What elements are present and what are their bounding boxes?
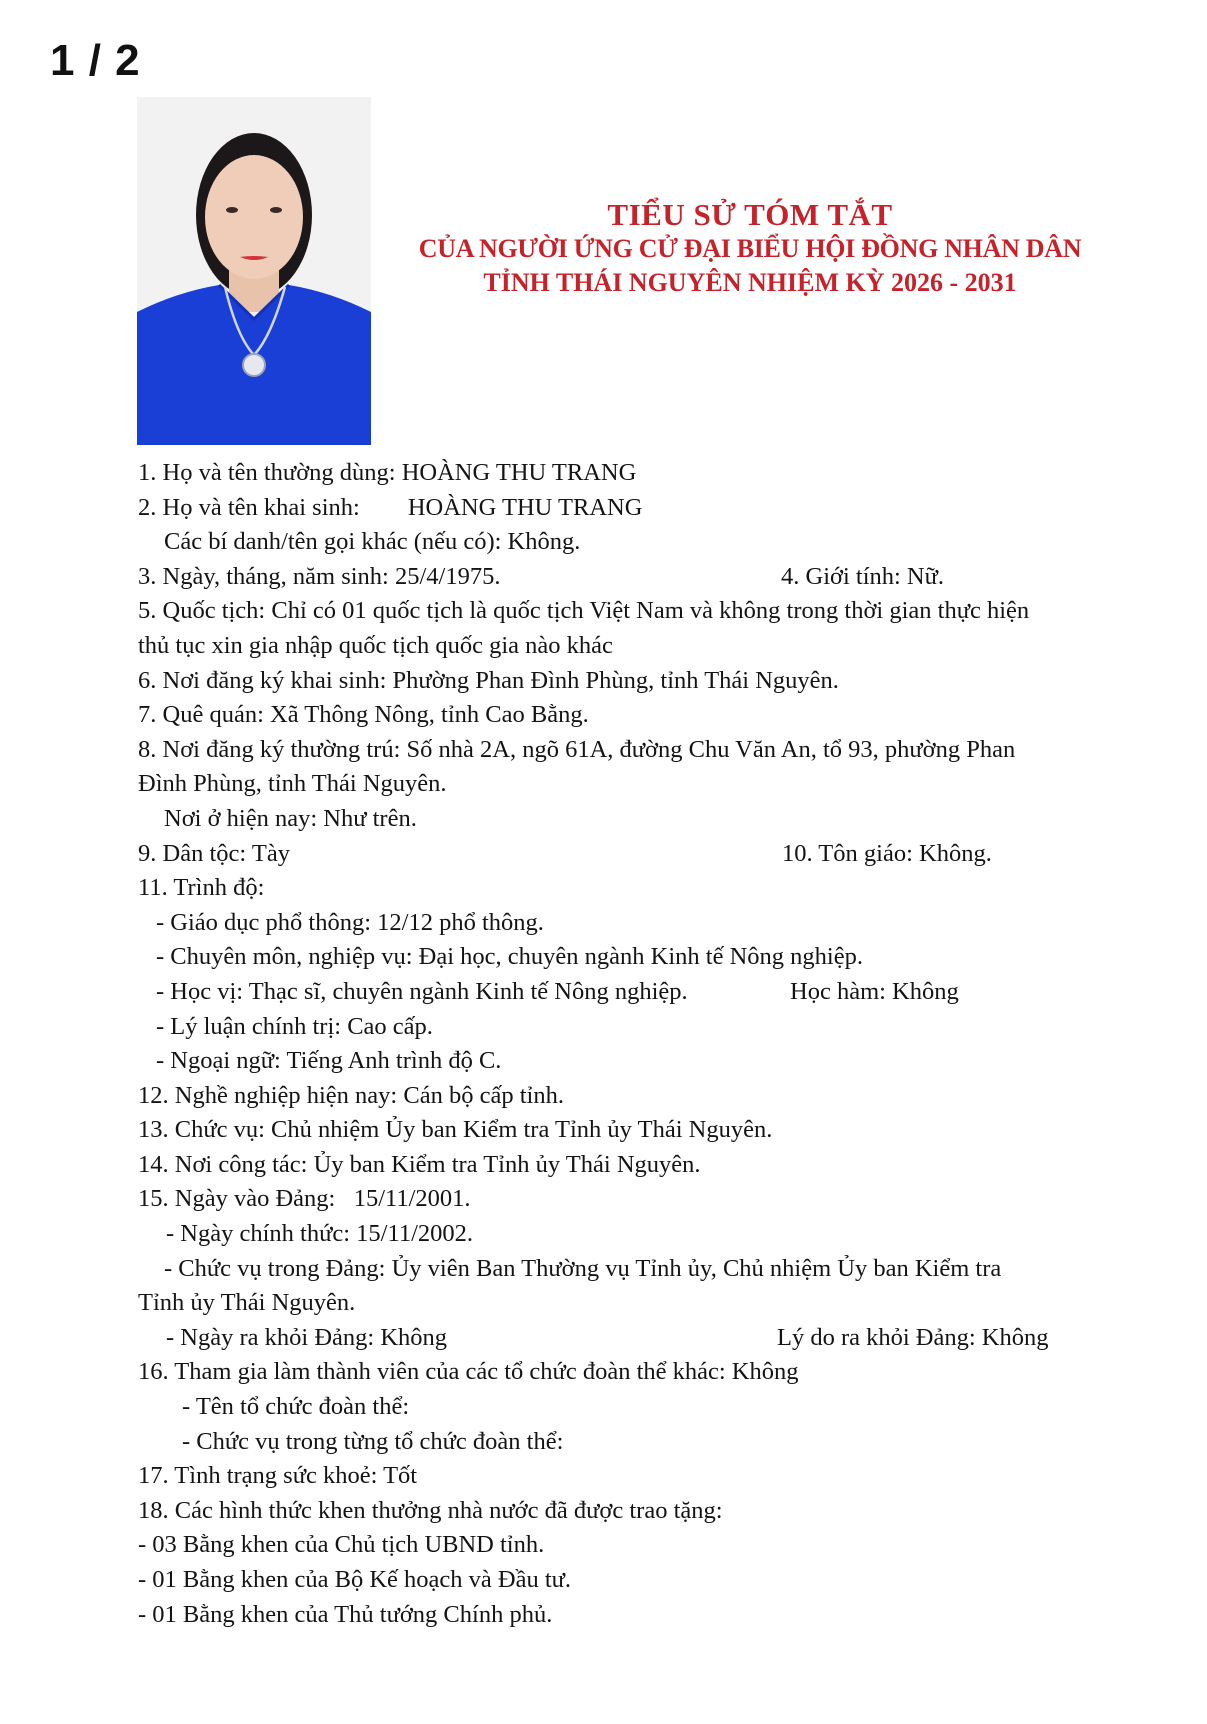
- item-education-heading: 11. Trình độ:: [138, 874, 265, 902]
- award-item: - 01 Bằng khen của Thủ tướng Chính phủ.: [138, 1600, 553, 1628]
- item-health: 17. Tình trạng sức khoẻ: Tốt: [138, 1462, 418, 1490]
- item-party-position: - Chức vụ trong Đảng: Ủy viên Ban Thường vụ Tỉnh ủy, Chủ nhiệm Ủy ban Kiểm tra Tỉnh ủy Thái Nguyên.: [138, 1254, 1002, 1317]
- academic-title: Học hàm: Không: [790, 977, 959, 1005]
- award-item: - 01 Bằng khen của Bộ Kế hoạch và Đầu tư.: [138, 1566, 572, 1593]
- item-ethnicity-religion: [138, 837, 1118, 872]
- item-party-join-date: 15. Ngày vào Đảng: 15/11/2001.: [138, 1185, 471, 1213]
- item-general-education: - Giáo dục phổ thông: 12/12 phổ thông.: [156, 908, 544, 936]
- item-nationality: 5. Quốc tịch: Chỉ có 01 quốc tịch là quốc tịch Việt Nam và không trong thời gian thực hiện thủ tục xin gia nhập quốc tịch quốc gia nào khác: [138, 597, 1030, 659]
- document-title: [390, 198, 1110, 300]
- birth-name-value: HOÀNG THU TRANG: [407, 493, 643, 521]
- item-hometown: 7. Quê quán: Xã Thông Nông, tỉnh Cao Bằng.: [138, 701, 589, 729]
- candidate-photo: [137, 97, 371, 445]
- dob: 3. Ngày, tháng, năm sinh: 25/4/1975.: [138, 562, 501, 590]
- item-organization-position: - Chức vụ trong từng tổ chức đoàn thể:: [182, 1427, 564, 1455]
- award-item: - 03 Bằng khen của Chủ tịch UBND tỉnh.: [138, 1531, 545, 1559]
- religion: 10. Tôn giáo: Không.: [782, 839, 992, 867]
- item-professional: - Chuyên môn, nghiệp vụ: Đại học, chuyên ngành Kinh tế Nông nghiệp.: [156, 943, 863, 971]
- degree: - Học vị: Thạc sĩ, chuyên ngành Kinh tế Nông nghiệp.: [156, 977, 688, 1005]
- item-foreign-language: - Ngoại ngữ: Tiếng Anh trình độ C.: [156, 1047, 502, 1075]
- gender: 4. Giới tính: Nữ.: [781, 562, 945, 590]
- item-birth-name: [138, 491, 1118, 526]
- item-political-theory: - Lý luận chính trị: Cao cấp.: [156, 1012, 433, 1040]
- item-awards-heading: 18. Các hình thức khen thưởng nhà nước đã được trao tặng:: [138, 1496, 723, 1524]
- item-birth-registration: 6. Nơi đăng ký khai sinh: Phường Phan Đình Phùng, tỉnh Thái Nguyên.: [138, 666, 839, 694]
- item-position: 13. Chức vụ: Chủ nhiệm Ủy ban Kiểm tra Tỉnh ủy Thái Nguyên.: [138, 1116, 773, 1144]
- item-occupation: 12. Nghề nghiệp hiện nay: Cán bộ cấp tỉnh.: [138, 1081, 564, 1109]
- party-leave-date: - Ngày ra khỏi Đảng: Không: [166, 1323, 448, 1351]
- page-indicator: 1 / 2: [50, 36, 141, 85]
- item-dob-gender: [138, 560, 1118, 595]
- item-degree: [138, 975, 1118, 1010]
- item-workplace: 14. Nơi công tác: Ủy ban Kiểm tra Tỉnh ủy Thái Nguyên.: [138, 1150, 701, 1178]
- birth-name-label: 2. Họ và tên khai sinh:: [138, 493, 360, 521]
- item-aliases: Các bí danh/tên gọi khác (nếu có): Không.: [164, 528, 581, 556]
- title-line-1: TIỂU SỬ TÓM TẮT: [607, 197, 893, 232]
- ethnicity: 9. Dân tộc: Tày: [138, 839, 290, 867]
- item-party-leave: [138, 1321, 1118, 1356]
- item-common-name: 1. Họ và tên thường dùng: HOÀNG THU TRANG: [138, 459, 637, 486]
- title-line-2: CỦA NGƯỜI ỨNG CỬ ĐẠI BIỂU HỘI ĐỒNG NHÂN DÂN: [418, 234, 1082, 263]
- item-current-residence: Nơi ở hiện nay: Như trên.: [164, 804, 417, 832]
- item-organizations: 16. Tham gia làm thành viên của các tổ chức đoàn thể khác: Không: [138, 1358, 799, 1386]
- item-permanent-residence: 8. Nơi đăng ký thường trú: Số nhà 2A, ngõ 61A, đường Chu Văn An, tổ 93, phường Phan Đình Phùng, tỉnh Thái Nguyên.: [138, 735, 1016, 798]
- item-organization-name: - Tên tổ chức đoàn thể:: [182, 1393, 410, 1421]
- portrait-image: [137, 97, 371, 445]
- biography-body: [138, 456, 1118, 1632]
- item-party-official-date: - Ngày chính thức: 15/11/2002.: [166, 1220, 474, 1248]
- party-leave-reason: Lý do ra khỏi Đảng: Không: [777, 1323, 1049, 1351]
- title-line-3: TỈNH THÁI NGUYÊN NHIỆM KỲ 2026 - 2031: [483, 268, 1017, 297]
